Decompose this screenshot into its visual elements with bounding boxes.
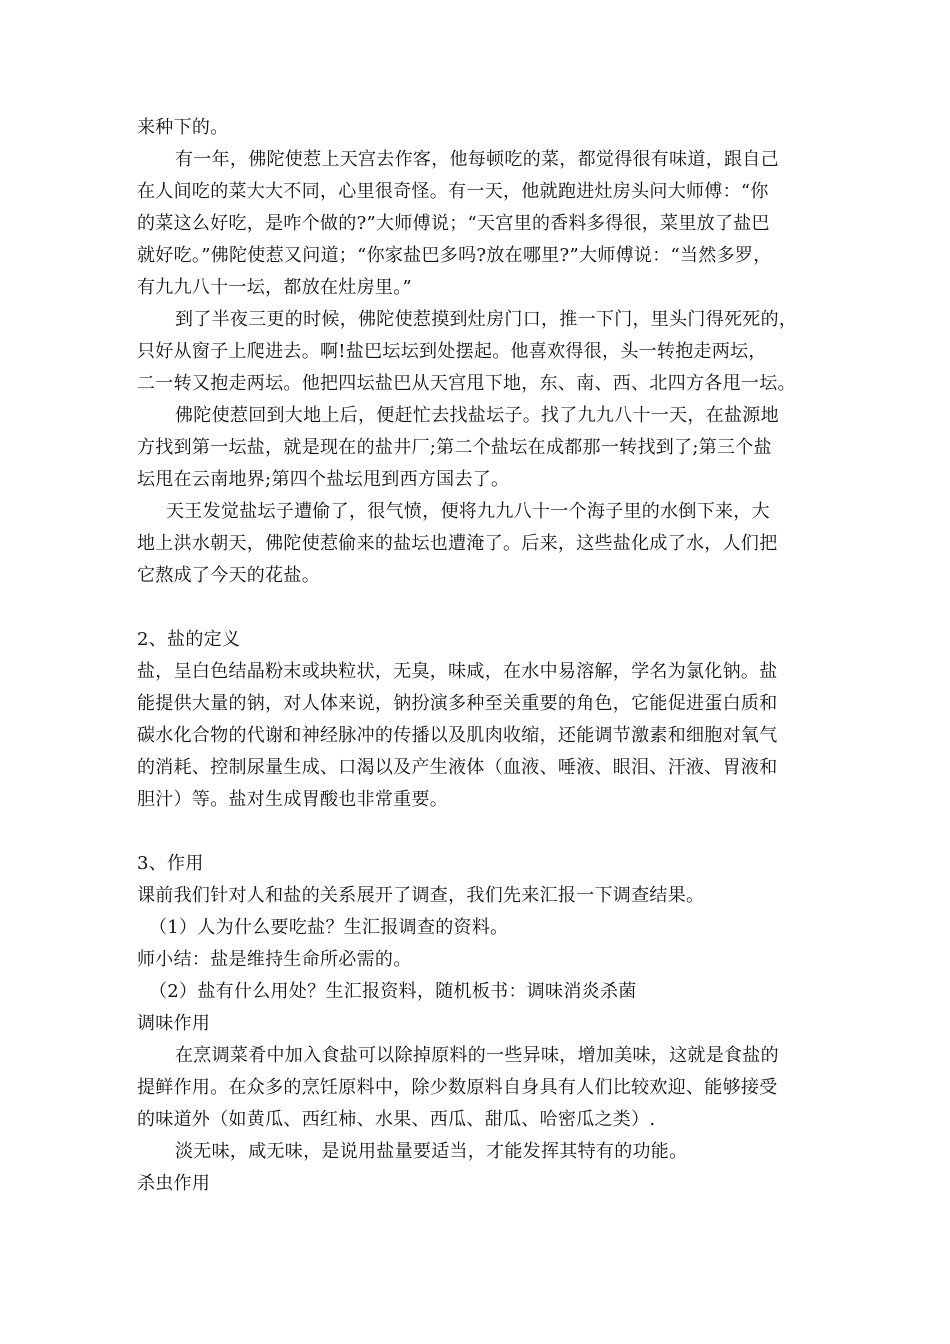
legend-line: 有九九八十一坛，都放在灶房里。” bbox=[137, 277, 413, 298]
teacher-summary: 师小结：盐是维持生命所必需的。 bbox=[137, 949, 412, 970]
legend-line: 坛甩在云南地界;第四个盐坛甩到西方国去了。 bbox=[137, 469, 510, 490]
definition-line: 的消耗、控制尿量生成、口渴以及产生液体（血液、唾液、眼泪、汗液、胃液和 bbox=[137, 757, 778, 778]
legend-paragraph-start: 佛陀使惹回到大地上后，便赶忙去找盐坛子。找了九九八十一天，在盐源地 bbox=[175, 405, 779, 426]
flavor-heading: 调味作用 bbox=[137, 1013, 211, 1034]
legend-paragraph-start: 有一年，佛陀使惹上天宫去作客，他每顿吃的菜，都觉得很有味道，跟自己 bbox=[175, 149, 779, 170]
section-spacer bbox=[137, 592, 817, 624]
legend-line: 的菜这么好吃，是咋个做的?”大师傅说；“天宫里的香料多得很，菜里放了盐巴 bbox=[137, 213, 770, 234]
question-two: （2）盐有什么用处？生汇报资料，随机板书：调味消炎杀菌 bbox=[149, 981, 637, 1002]
definition-line: 碳水化合物的代谢和神经脉冲的传播以及肌肉收缩，还能调节激素和细胞对氧气 bbox=[137, 725, 778, 746]
flavor-line: 的味道外（如黄瓜、西红柿、水果、西瓜、甜瓜、哈密瓜之类）. bbox=[137, 1109, 656, 1130]
definition-heading: 2、盐的定义 bbox=[137, 629, 241, 650]
definition-line: 能提供大量的钠，对人体来说，钠扮演多种至关重要的角色，它能促进蛋白质和 bbox=[137, 693, 778, 714]
section-spacer bbox=[137, 816, 817, 848]
legend-paragraph-start: 天王发觉盐坛子遭偷了，很气愤，便将九九八十一个海子里的水倒下来，大 bbox=[166, 501, 770, 522]
flavor-paragraph-start: 淡无味，咸无味，是说用盐量要适当，才能发挥其特有的功能。 bbox=[175, 1141, 688, 1162]
legend-line: 二一转又抱走两坛。他把四坛盐巴从天宫甩下地，东、南、西、北四方各甩一坛。 bbox=[137, 373, 796, 394]
function-intro: 课前我们针对人和盐的关系展开了调查，我们先来汇报一下调查结果。 bbox=[137, 885, 705, 906]
legend-line: 来种下的。 bbox=[137, 117, 229, 138]
legend-line: 地上洪水朝天，佛陀使惹偷来的盐坛也遭淹了。后来，这些盐化成了水，人们把 bbox=[137, 533, 778, 554]
definition-line: 胆汁）等。盐对生成胃酸也非常重要。 bbox=[137, 789, 449, 810]
legend-line: 就好吃。”佛陀使惹又问道；“你家盐巴多吗?放在哪里?”大师傅说：“当然多罗， bbox=[137, 245, 772, 266]
legend-line: 方找到第一坛盐，就是现在的盐井厂;第二个盐坛在成都那一转找到了;第三个盐 bbox=[137, 437, 772, 458]
legend-line: 在人间吃的菜大大不同，心里很奇怪。有一天，他就跑进灶房头问大师傅：“你 bbox=[137, 181, 769, 202]
insecticide-heading: 杀虫作用 bbox=[137, 1173, 211, 1194]
flavor-paragraph-start: 在烹调菜肴中加入食盐可以除掉原料的一些异味，增加美味，这就是食盐的 bbox=[175, 1045, 779, 1066]
legend-line: 只好从窗子上爬进去。啊!盐巴坛坛到处摆起。他喜欢得很，头一转抱走两坛， bbox=[137, 341, 767, 362]
flavor-line: 提鲜作用。在众多的烹饪原料中，除少数原料自身具有人们比较欢迎、能够接受 bbox=[137, 1077, 778, 1098]
definition-line: 盐，呈白色结晶粉末或块粒状，无臭，味咸，在水中易溶解，学名为氯化钠。盐 bbox=[137, 661, 778, 682]
function-heading: 3、作用 bbox=[137, 853, 204, 874]
document-body bbox=[137, 112, 817, 1200]
legend-paragraph-start: 到了半夜三更的时候，佛陀使惹摸到灶房门口，推一下门，里头门得死死的， bbox=[175, 309, 798, 330]
legend-line: 它熬成了今天的花盐。 bbox=[137, 565, 320, 586]
question-one: （1）人为什么要吃盐？生汇报调查的资料。 bbox=[149, 917, 509, 938]
